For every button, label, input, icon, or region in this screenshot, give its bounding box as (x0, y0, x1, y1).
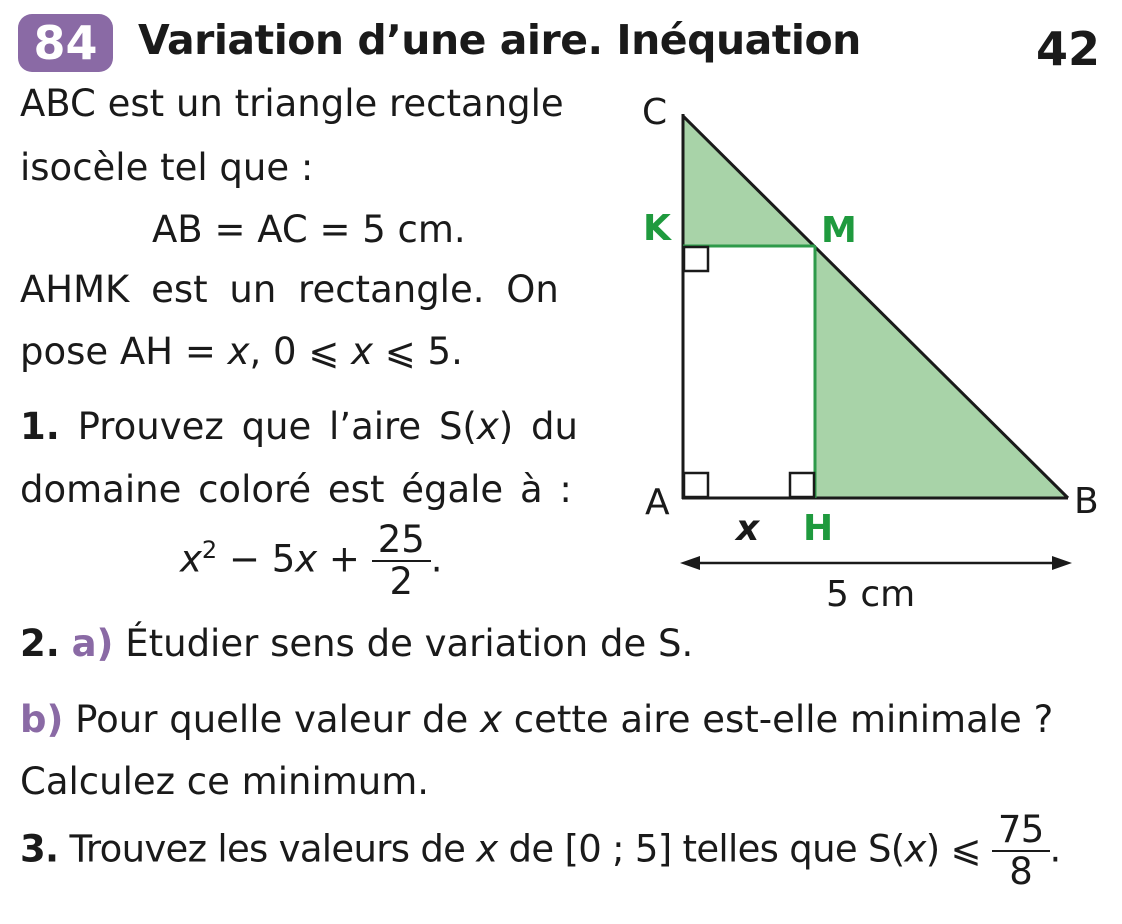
q2a-text: Étudier sens de variation de S. (113, 622, 694, 665)
q3-post: ) ⩽ (925, 827, 992, 871)
arrowhead-right (1052, 556, 1072, 570)
exercise-number-badge: 84 (18, 14, 113, 72)
label-a: A (645, 482, 670, 523)
q2a-label: a) (71, 622, 114, 665)
q2b-post: cette aire est-elle minimale ? (501, 698, 1054, 741)
label-h: H (803, 508, 834, 549)
arrowhead-left (680, 556, 700, 570)
label-5cm: 5 cm (826, 574, 916, 615)
variable-x: x (480, 698, 502, 741)
statement-line-3: AHMK est un rectangle. On (20, 268, 559, 311)
formula-end: . (430, 537, 443, 581)
q1-line-1-post: ) du (498, 405, 578, 448)
q3-mid: de [0 ; 5] telles que S( (497, 827, 905, 871)
right-angle-h (790, 473, 814, 497)
fraction-numerator: 25 (372, 520, 431, 562)
exercise-title: Variation d’une aire. Inéquation (138, 16, 861, 64)
formula-exponent: 2 (201, 536, 218, 565)
statement-equation: AB = AC = 5 cm. (152, 208, 466, 251)
fraction-denominator: 8 (1009, 850, 1033, 893)
page-number: 42 (1036, 22, 1101, 76)
q3-end: . (1049, 827, 1061, 871)
label-k: K (643, 208, 671, 249)
statement-line-1: ABC est un triangle rectangle (20, 82, 564, 125)
fraction-denominator: 2 (389, 560, 414, 603)
formula-plus: + (317, 537, 372, 581)
q2b-line-2: Calculez ce minimum. (20, 760, 430, 803)
statement-line-4-mid: , 0 ⩽ (249, 330, 352, 373)
fraction-numerator: 75 (992, 810, 1050, 852)
variable-x: x (904, 827, 926, 871)
formula-minus: − 5 (217, 537, 296, 581)
formula-x: x (295, 537, 318, 581)
variable-x: x (476, 405, 499, 448)
q1-number: 1. (20, 405, 60, 448)
label-x: x (736, 508, 760, 549)
formula-x: x (180, 537, 202, 581)
right-angle-a (684, 473, 708, 497)
label-m: M (821, 210, 857, 251)
q2b-label: b) (20, 698, 64, 741)
q3-number: 3. (20, 827, 59, 871)
statement-line-2: isocèle tel que : (20, 146, 314, 189)
q3-pre: Trouvez les valeurs de (58, 827, 477, 871)
q1-line-1-pre: Prouvez que l’aire S( (59, 405, 477, 448)
right-angle-k (684, 247, 708, 271)
q1-line-2: domaine coloré est égale à : (20, 468, 572, 511)
variable-x: x (227, 330, 250, 373)
q2-number: 2. (20, 622, 60, 665)
label-c: C (642, 92, 668, 133)
q2b-pre: Pour quelle valeur de (63, 698, 481, 741)
label-b: B (1074, 481, 1099, 522)
variable-x: x (351, 330, 373, 373)
variable-x: x (476, 827, 498, 871)
statement-line-4-pre: pose AH = (20, 330, 228, 373)
statement-line-4-post: ⩽ 5. (373, 330, 463, 373)
